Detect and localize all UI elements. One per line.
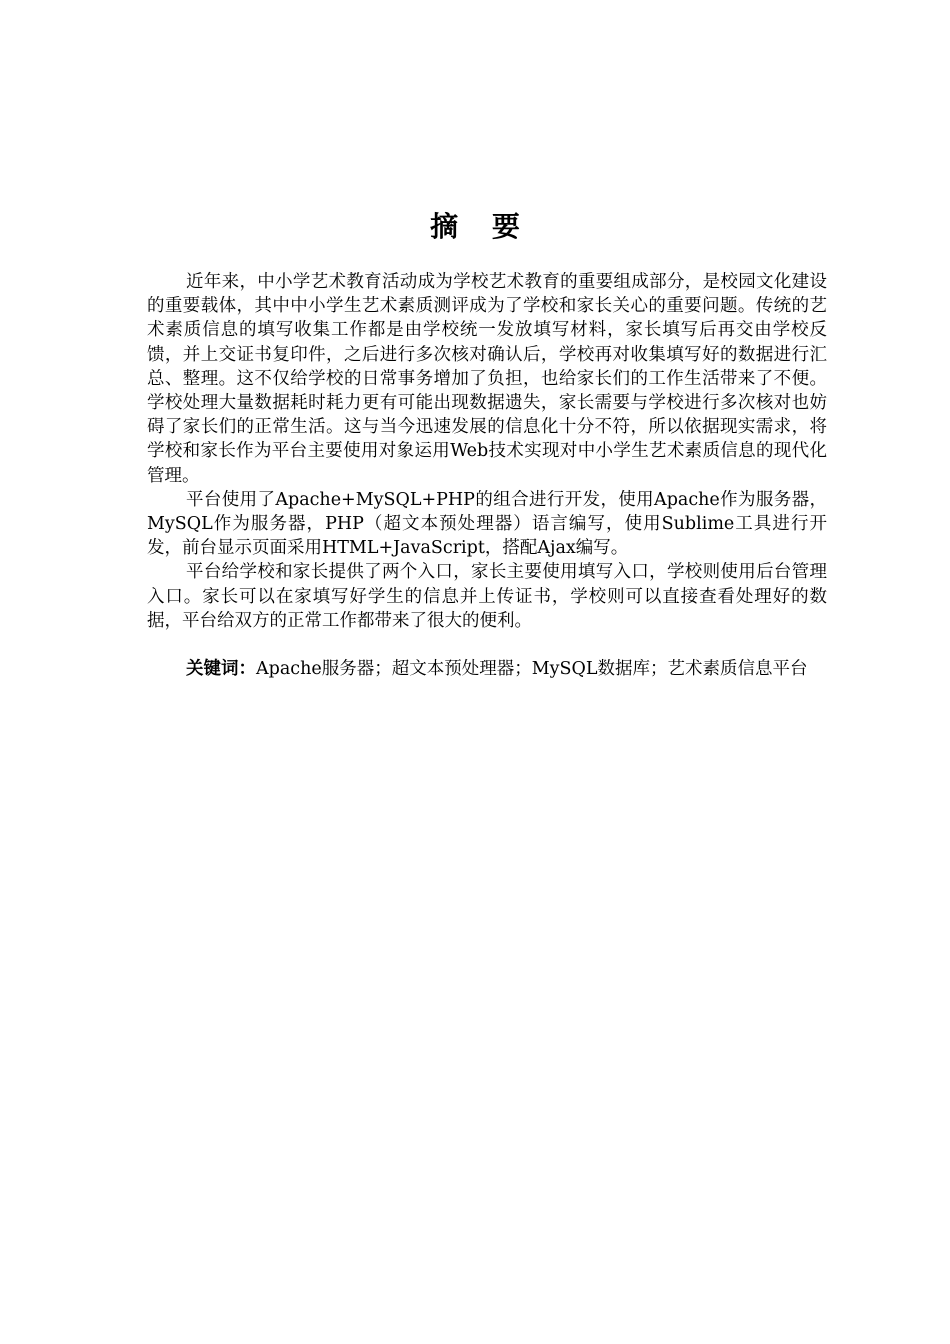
page-title: 摘 要 (430, 210, 532, 243)
keywords-line (147, 657, 827, 681)
abstract-paragraph-1: 近年来，中小学艺术教育活动成为学校艺术教育的重要组成部分，是校园文化建设的重要载体，其中中小学生艺术素质测评成为了学校和家长关心的重要问题。传统的艺术素质信息的填写收集工作都是由学校统一发放填写材料，家长填写后再交由学校反馈，并上交证书复印件，之后进行多次核对确认后，学校再对收集填写好的数据进行汇总、整理。这不仅给学校的日常事务增加了负担，也给家长们的工作生活带来了不便。学校处理大量数据耗时耗力更有可能出现数据遗失，家长需要与学校进行多次核对也妨碍了家长们的正常生活。这与当今迅速发展的信息化十分不符，所以依据现实需求，将学校和家长作为平台主要使用对象运用Web技术实现对中小学生艺术素质信息的现代化管理。 (147, 272, 827, 486)
abstract-paragraph-3: 平台给学校和家长提供了两个入口，家长主要使用填写入口，学校则使用后台管理入口。家长可以在家填写好学生的信息并上传证书，学校则可以直接查看处理好的数据，平台给双方的正常工作都带来了很大的便利。 (147, 562, 827, 631)
keywords-text: Apache服务器；超文本预处理器；MySQL数据库；艺术素质信息平台 (256, 659, 808, 680)
keywords-label: 关键词： (186, 659, 256, 680)
abstract-paragraph-2: 平台使用了Apache+MySQL+PHP的组合进行开发，使用Apache作为服务器，MySQL作为服务器，PHP（超文本预处理器）语言编写，使用Sublime工具进行开发，前台显示页面采用HTML+JavaScript，搭配Ajax编写。 (147, 489, 827, 559)
abstract-body (147, 270, 827, 681)
